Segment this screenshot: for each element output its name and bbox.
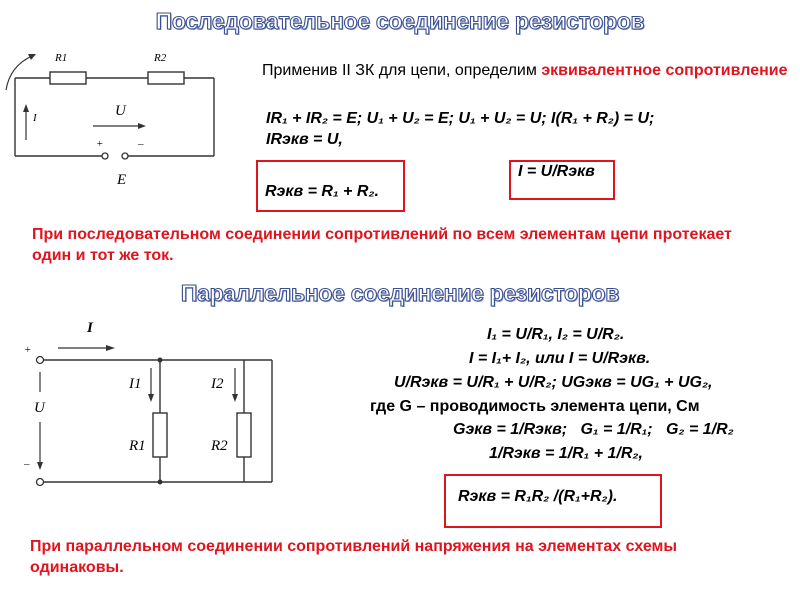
series-label-plus: + — [96, 138, 104, 150]
series-terminal-plus — [102, 153, 108, 159]
parallel-heading: Параллельное соединение резисторов — [180, 280, 620, 306]
series-resistor-r2 — [148, 72, 184, 84]
parallel-resistor-r2 — [237, 413, 251, 457]
parallel-equation-6: 1/Rэкв = 1/R₁ + 1/R₂, — [489, 445, 643, 462]
series-terminal-minus — [122, 153, 128, 159]
parallel-label-voltage: U — [34, 400, 45, 416]
parallel-conclusion: При параллельном соединении сопротивлений напряжения на элементах схемы одинаковы. — [30, 538, 678, 576]
parallel-label-plus: + — [24, 344, 32, 356]
parallel-label-r1: R1 — [129, 438, 146, 454]
series-result-left: Rэкв = R₁ + R₂. — [265, 183, 379, 200]
series-intro: Применив II ЗК для цепи, определим эквивалентное сопротивление — [262, 62, 788, 79]
parallel-equation-2: I = I₁+ I₂, или I = U/Rэкв. — [469, 350, 651, 367]
parallel-label-i2: I2 — [211, 376, 224, 392]
series-equation-1: IR₁ + IR₂ = E; U₁ + U₂ = E; U₁ + U₂ = U; I(R₁ + R₂) = U; — [266, 110, 655, 127]
parallel-equation-4: где G – проводимость элемента цепи, См — [370, 398, 700, 415]
series-equation-2: IRэкв = U, — [266, 131, 343, 148]
parallel-result: Rэкв = R₁R₂ /(R₁+R₂). — [458, 488, 618, 505]
series-intro-highlight: эквивалентное сопротивление — [541, 62, 788, 79]
series-conclusion: При последовательном соединении сопротивлений по всем элементам цепи протекает один и тот же ток. — [32, 226, 732, 264]
series-heading: Последовательное соединение резисторов — [155, 8, 645, 34]
series-label-voltage: U — [115, 103, 126, 119]
series-label-emf: E — [117, 172, 127, 188]
series-result-right: I = U/Rэкв — [518, 163, 595, 180]
series-label-r1: R1 — [55, 52, 68, 64]
parallel-terminal-minus — [37, 479, 44, 486]
parallel-label-minus: – — [24, 458, 30, 470]
parallel-terminal-plus — [37, 357, 44, 364]
parallel-label-i1: I1 — [129, 376, 142, 392]
parallel-resistor-r1 — [153, 413, 167, 457]
parallel-equation-5: Gэкв = 1/Rэкв; G₁ = 1/R₁; G₂ = 1/R₂ — [453, 421, 734, 438]
series-label-r2: R2 — [154, 52, 167, 64]
parallel-equation-1: I₁ = U/R₁, I₂ = U/R₂. — [487, 326, 625, 343]
parallel-label-r2: R2 — [211, 438, 228, 454]
parallel-equation-3: U/Rэкв = U/R₁ + U/R₂; UGэкв = UG₁ + UG₂, — [394, 374, 713, 391]
parallel-label-current: I — [87, 320, 93, 336]
series-label-current: I — [33, 112, 37, 124]
series-resistor-r1 — [50, 72, 86, 84]
series-label-minus: – — [138, 138, 144, 150]
